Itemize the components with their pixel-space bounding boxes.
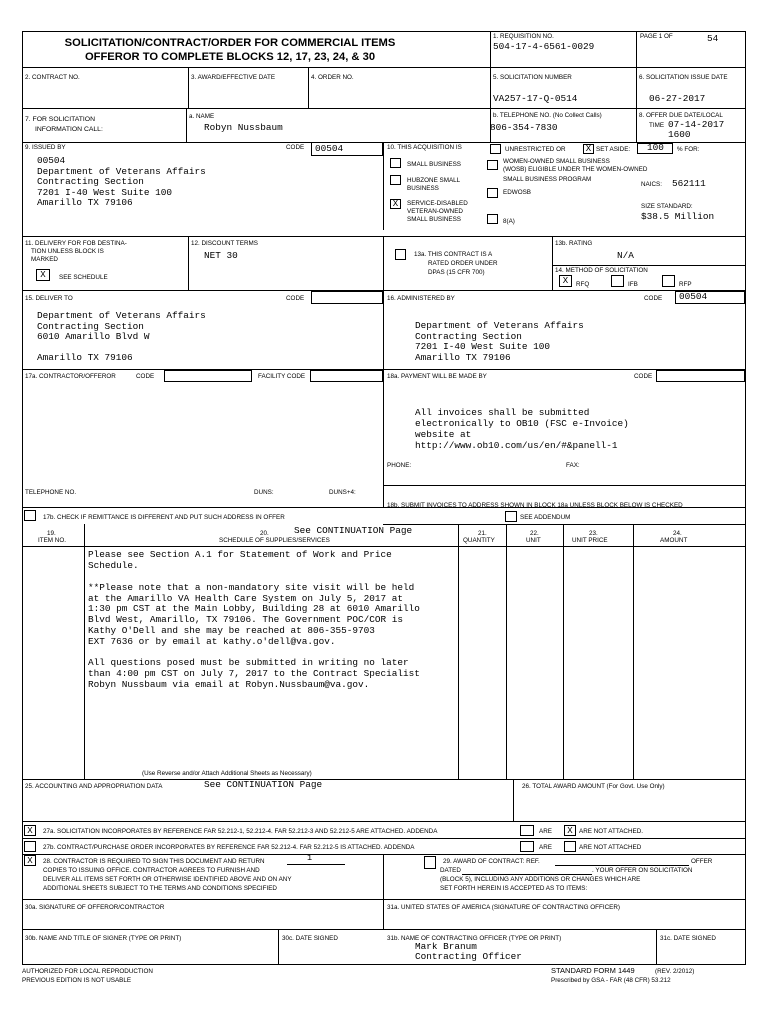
discount-label: 12. DISCOUNT TERMS: [191, 240, 258, 247]
officer-title: Contracting Officer: [415, 951, 522, 962]
28-label-4: ADDITIONAL SHEETS SUBJECT TO THE TERMS AND CONDITIONS SPECIFIED: [43, 885, 277, 892]
27b-are-checkbox[interactable]: [520, 841, 534, 852]
issued-by-label: 9. ISSUED BY: [25, 144, 66, 151]
page-label: PAGE 1 OF: [640, 33, 673, 40]
28-label-2: COPIES TO ISSUING OFFICE. CONTRACTOR AGREES TO FURNISH AND: [43, 867, 260, 874]
small-business-label: SMALL BUSINESS: [407, 161, 462, 168]
30b-label: 30b. NAME AND TITLE OF SIGNER (TYPE OR PRINT): [25, 935, 182, 942]
wosb-checkbox[interactable]: [487, 160, 498, 170]
29-label: 29. AWARD OF CONTRACT: REF.: [443, 858, 540, 865]
supplies-header: 20.: [260, 530, 269, 537]
29-dated-label: DATED: [440, 867, 461, 874]
unrestricted-checkbox[interactable]: [490, 144, 501, 154]
29-checkbox[interactable]: [424, 856, 436, 869]
rated-order-label: 13a. THIS CONTRACT IS A: [414, 251, 493, 258]
order-no-label: 4. ORDER NO.: [311, 74, 354, 81]
delivery-label-3: MARKED: [31, 256, 58, 263]
administered-by-line: Contracting Section: [415, 331, 522, 342]
rated-order-label-3: DPAS (15 CFR 700): [428, 269, 485, 276]
schedule-line: than 4:00 pm CST on July 7, 2017 to the Contract Specialist: [88, 668, 420, 679]
deliver-to-line: 6010 Amarillo Blvd W: [37, 331, 150, 342]
accounting-value: See CONTINUATION Page: [204, 779, 323, 790]
footer-previous-edition: PREVIOUS EDITION IS NOT USABLE: [22, 977, 132, 984]
30c-label: 30c. DATE SIGNED: [282, 935, 338, 942]
duns4-label: DUNS+4:: [329, 489, 356, 496]
schedule-line: at the Amarillo VA Health Care System on July 5, 2017 at: [88, 593, 404, 604]
officer-name: Mark Branum: [415, 941, 477, 952]
payment-line: electronically to OB10 (FSC e-Invoice): [415, 418, 629, 429]
sdvosb-label-2: VETERAN-OWNED: [407, 208, 463, 215]
small-business-checkbox[interactable]: [390, 158, 401, 168]
31c-label: 31c. DATE SIGNED: [660, 935, 716, 942]
deliver-to-code-label: CODE: [286, 295, 305, 302]
wosb-label: WOMEN-OWNED SMALL BUSINESS: [503, 158, 610, 165]
requisition-number[interactable]: 504-17-4-6561-0029: [493, 41, 595, 52]
method-label: 14. METHOD OF SOLICITATION: [555, 267, 648, 274]
edwosb-checkbox[interactable]: [487, 188, 498, 198]
administered-by-code-field[interactable]: [675, 291, 745, 304]
hubzone-label-2: BUSINESS: [407, 185, 439, 192]
hubzone-checkbox[interactable]: [390, 175, 401, 185]
solicitation-number[interactable]: VA257-17-Q-0514: [493, 93, 578, 104]
administered-by-line: 7201 I-40 West Suite 100: [415, 341, 551, 352]
27a-are-not-label: ARE NOT ATTACHED.: [579, 828, 644, 835]
remittance-checkbox[interactable]: [24, 510, 36, 521]
set-aside-label: SET ASIDE:: [596, 146, 631, 153]
27b-are-label: ARE: [539, 844, 552, 851]
facility-code-field[interactable]: [310, 370, 383, 382]
unrestricted-label: UNRESTRICTED OR: [505, 146, 566, 153]
29-label-2: . YOUR OFFER ON SOLICITATION: [592, 867, 693, 874]
set-aside-checkbox[interactable]: X: [583, 144, 594, 154]
schedule-line: **Please note that a non-mandatory site visit will be held: [88, 582, 415, 593]
contractor-code-field[interactable]: [164, 370, 252, 382]
hubzone-label: HUBZONE SMALL: [407, 177, 461, 184]
27b-checkbox[interactable]: [24, 841, 36, 852]
27a-are-label: ARE: [539, 828, 552, 835]
ifb-label: IFB: [628, 281, 638, 288]
deliver-to-label: 15. DELIVER TO: [25, 295, 73, 302]
rating-value[interactable]: N/A: [617, 250, 634, 261]
delivery-label-2: TION UNLESS BLOCK IS: [31, 248, 104, 255]
continuation-note: See CONTINUATION Page: [294, 525, 413, 536]
28-copies: 1: [307, 853, 313, 863]
administered-by-line: Amarillo TX 79106: [415, 352, 511, 363]
27a-checkbox[interactable]: X: [24, 825, 36, 836]
contact-phone[interactable]: 806-354-7830: [490, 122, 558, 133]
rating-label: 13b. RATING: [555, 240, 593, 247]
remittance-label: 17b. CHECK IF REMITTANCE IS DIFFERENT AND PUT SUCH ADDRESS IN OFFER: [43, 514, 285, 521]
addendum-label: SEE ADDENDUM: [520, 514, 571, 521]
administered-by-label: 16. ADMINISTERED BY: [387, 295, 455, 302]
issued-by-line: 00504: [37, 155, 66, 166]
form-title-line1: SOLICITATION/CONTRACT/ORDER FOR COMMERCIAL ITEMS: [64, 37, 396, 49]
schedule-line: Schedule.: [88, 560, 139, 571]
for-info-label: 7. FOR SOLICITATION: [25, 116, 95, 123]
27b-are-not-label: ARE NOT ATTACHED: [579, 844, 642, 851]
percent-field[interactable]: [637, 143, 673, 154]
payment-line: All invoices shall be submitted: [415, 407, 590, 418]
quantity-header-2: QUANTITY: [463, 537, 495, 544]
footer-prescribed: Prescribed by GSA - FAR (48 CFR) 53.212: [551, 977, 671, 984]
footer-form-number: STANDARD FORM 1449: [551, 966, 635, 975]
item-no-header: 19.: [47, 530, 56, 537]
administered-by-code: 00504: [679, 291, 708, 302]
set-aside-percent: 100: [647, 142, 664, 153]
item-no-header-2: ITEM NO.: [38, 537, 66, 544]
payment-fax-label: FAX:: [566, 462, 580, 469]
deliver-to-code-field[interactable]: [311, 291, 383, 304]
naics-code[interactable]: 562111: [672, 178, 706, 189]
see-schedule-checkbox[interactable]: X: [36, 269, 50, 281]
29-offer-label: OFFER: [691, 858, 713, 865]
27a-are-not-checkbox[interactable]: X: [564, 825, 576, 836]
payment-url[interactable]: http://www.ob10.com/us/en/#&panell-1: [415, 440, 618, 451]
form-title-line2: OFFEROR TO COMPLETE BLOCKS 12, 17, 23, 24, & 30: [84, 51, 376, 63]
for-info-label-2: INFORMATION CALL:: [35, 126, 103, 133]
contact-name[interactable]: Robyn Nussbaum: [204, 122, 283, 133]
29-label-4: SET FORTH HEREIN IS ACCEPTED AS TO ITEMS:: [440, 885, 588, 892]
footer-reproduction: AUTHORIZED FOR LOCAL REPRODUCTION: [22, 968, 153, 975]
discount-terms[interactable]: NET 30: [204, 250, 238, 261]
rated-order-label-2: RATED ORDER UNDER: [428, 260, 498, 267]
sdvosb-label-3: SMALL BUSINESS: [407, 216, 462, 223]
size-standard[interactable]: $38.5 Million: [641, 211, 715, 222]
schedule-line: Please see Section A.1 for Statement of Work and Price: [88, 549, 392, 560]
28-copies-field[interactable]: [287, 853, 345, 865]
contractor-code-label: CODE: [136, 373, 155, 380]
28-checkbox[interactable]: X: [24, 855, 36, 866]
amount-header: 24.: [673, 530, 682, 537]
issued-by-line: 7201 I-40 West Suite 100: [37, 187, 173, 198]
schedule-line: Kathy O'Dell and she may be reached at 806-355-9703: [88, 625, 375, 636]
administered-by-code-label: CODE: [644, 295, 663, 302]
issued-by-code-label: CODE: [286, 144, 305, 151]
rfq-checkbox[interactable]: X: [559, 275, 572, 287]
solicitation-no-label: 5. SOLICITATION NUMBER: [493, 74, 572, 81]
sdvosb-checkbox[interactable]: X: [390, 199, 401, 209]
offer-due-date[interactable]: 07-14-2017: [668, 119, 725, 130]
payment-phone-label: PHONE:: [387, 462, 412, 469]
supplies-header-2: SCHEDULE OF SUPPLIES/SERVICES: [219, 537, 330, 544]
naics-label: NAICS:: [641, 181, 662, 188]
unit-header: 22.: [530, 530, 539, 537]
30a-label: 30a. SIGNATURE OF OFFEROR/CONTRACTOR: [25, 904, 165, 911]
issued-by-line: Contracting Section: [37, 176, 144, 187]
phone-label: b. TELEPHONE NO. (No Collect Calls): [493, 112, 602, 119]
total-award-label: 26. TOTAL AWARD AMOUNT (For Govt. Use Only): [522, 783, 665, 790]
offer-due-label: 8. OFFER DUE DATE/LOCAL: [639, 112, 723, 119]
see-schedule-label: SEE SCHEDULE: [59, 274, 108, 281]
time-label: TIME: [649, 122, 665, 129]
addendum-checkbox[interactable]: [505, 511, 517, 522]
deliver-to-line: Contracting Section: [37, 321, 144, 332]
rated-order-checkbox[interactable]: [395, 249, 406, 260]
issued-by-code-field[interactable]: [311, 142, 383, 156]
rfp-label: RFP: [679, 281, 692, 288]
deliver-to-line: Amarillo TX 79106: [37, 352, 133, 363]
issued-by-line: Amarillo TX 79106: [37, 197, 133, 208]
requisition-label: 1. REQUISITION NO.: [493, 33, 554, 40]
wosb-label-2: (WOSB) ELIGIBLE UNDER THE WOMEN-OWNED: [503, 166, 648, 173]
delivery-label: 11. DELIVERY FOR FOB DESTINA-: [25, 240, 127, 247]
unit-header-2: UNIT: [526, 537, 541, 544]
unit-price-header: 23.: [589, 530, 598, 537]
accounting-label: 25. ACCOUNTING AND APPROPRIATION DATA: [25, 783, 163, 790]
contract-no-label: 2. CONTRACT NO.: [25, 74, 80, 81]
size-standard-label: SIZE STANDARD:: [641, 203, 693, 210]
wosb-label-3: SMALL BUSINESS PROGRAM: [503, 176, 592, 183]
award-date-label: 3. AWARD/EFFECTIVE DATE: [191, 74, 276, 81]
offer-due-time[interactable]: 1600: [668, 129, 691, 140]
deliver-to-line: Department of Veterans Affairs: [37, 310, 206, 321]
issued-by-code: 00504: [315, 143, 344, 154]
edwosb-label: EDWOSB: [503, 189, 531, 196]
schedule-line: Robyn Nussbaum via email at Robyn.Nussbaum@va.gov.: [88, 679, 370, 690]
submit-invoices-label: 18b. SUBMIT INVOICES TO ADDRESS SHOWN IN BLOCK 18a UNLESS BLOCK BELOW IS CHECKED: [387, 502, 683, 509]
issue-date[interactable]: 06-27-2017: [649, 93, 706, 104]
duns-label: DUNS:: [254, 489, 274, 496]
amount-header-2: AMOUNT: [660, 537, 688, 544]
quantity-header: 21.: [478, 530, 487, 537]
issued-by-line: Department of Veterans Affairs: [37, 166, 206, 177]
ifb-checkbox[interactable]: [611, 275, 624, 287]
27a-label: 27a. SOLICITATION INCORPORATES BY REFERENCE FAR 52.212-1, 52.212-4. FAR 52.212-3 AND 52.212-5 ARE ATTACHED. ADDENDA: [43, 828, 438, 835]
schedule-line: 1:30 pm CST at the Main Lobby, Building 28 at 6010 Amarillo: [88, 603, 420, 614]
facility-code-label: FACILITY CODE: [258, 373, 306, 380]
payment-line: website at: [415, 429, 472, 440]
sdvosb-label: SERVICE-DISABLED: [407, 200, 468, 207]
unit-price-header-2: UNIT PRICE: [572, 537, 608, 544]
telephone-label: TELEPHONE NO.: [25, 489, 77, 496]
acquisition-label: 10. THIS ACQUISITION IS: [387, 144, 462, 151]
27a-are-checkbox[interactable]: [520, 825, 534, 836]
footer-revision: (REV. 2/2012): [655, 968, 695, 975]
name-label: a. NAME: [189, 113, 215, 120]
31a-label: 31a. UNITED STATES OF AMERICA (SIGNATURE OF CONTRACTING OFFICER): [387, 904, 621, 911]
27b-label: 27b. CONTRACT/PURCHASE ORDER INCORPORATES BY REFERENCE FAR 52.212-4. FAR 52.212-5 IS ATTACHED. ADDENDA: [43, 844, 415, 851]
31b-label: 31b. NAME OF CONTRACTING OFFICER (TYPE OR PRINT): [387, 935, 562, 942]
schedule-line: Blvd West, Amarillo, TX 79106. The Government POC/COR is: [88, 614, 404, 625]
rfq-label: RFQ: [576, 281, 590, 288]
rfp-checkbox[interactable]: [662, 275, 675, 287]
schedule-line: EXT 7636 or by email at kathy.o'dell@va.gov.: [88, 636, 336, 647]
administered-by-line: Department of Veterans Affairs: [415, 320, 584, 331]
8a-label: 8(A): [503, 218, 515, 225]
reverse-note: (Use Reverse and/or Attach Additional Sheets as Necessary): [142, 770, 312, 777]
payment-label: 18a. PAYMENT WILL BE MADE BY: [387, 373, 487, 380]
schedule-line: All questions posed must be submitted in writing no later: [88, 657, 409, 668]
27b-are-not-checkbox[interactable]: [564, 841, 576, 852]
payment-code-label: CODE: [634, 373, 653, 380]
29-label-3: (BLOCK 5), INCLUDING ANY ADDITIONS OR CHANGES WHICH ARE: [440, 876, 641, 883]
issue-date-label: 6. SOLICITATION ISSUE DATE: [639, 74, 728, 81]
28-label: 28. CONTRACTOR IS REQUIRED TO SIGN THIS DOCUMENT AND RETURN: [43, 858, 265, 865]
contractor-label: 17a. CONTRACTOR/OFFEROR: [25, 373, 116, 380]
8a-checkbox[interactable]: [487, 214, 498, 224]
page-total: 54: [707, 33, 719, 44]
28-label-3: DELIVER ALL ITEMS SET FORTH OR OTHERWISE IDENTIFIED ABOVE AND ON ANY: [43, 876, 292, 883]
percent-for-label: % FOR:: [677, 146, 700, 153]
payment-code-field[interactable]: [656, 370, 745, 382]
